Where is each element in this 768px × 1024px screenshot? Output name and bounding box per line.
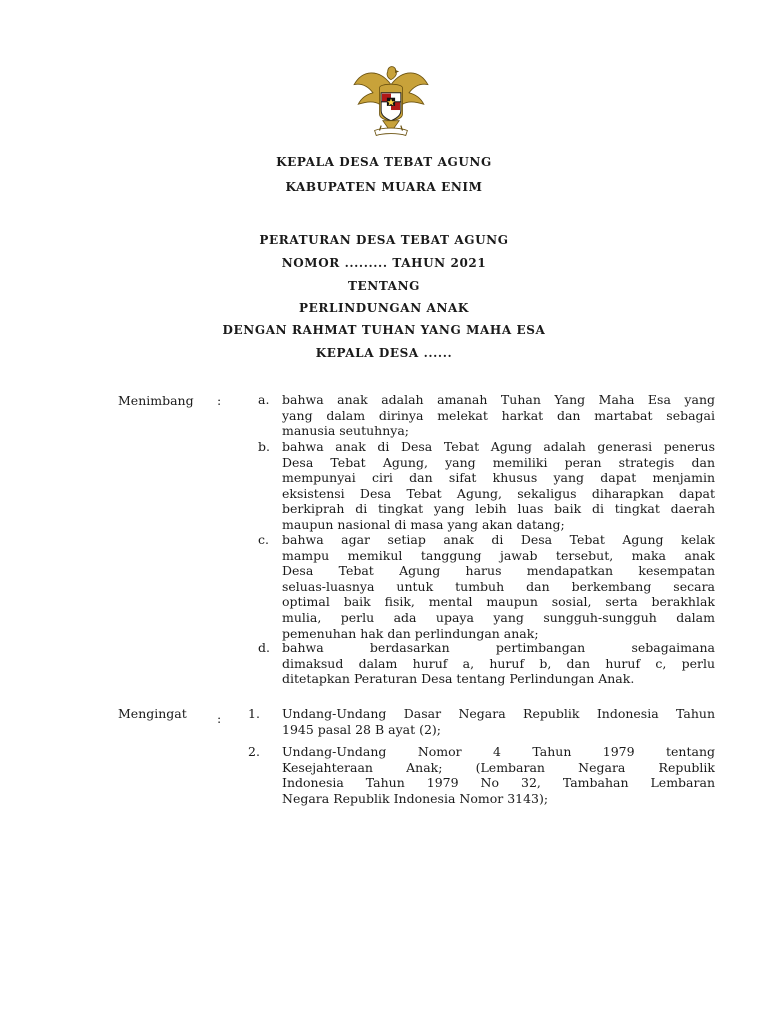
item-marker: 2. [248, 744, 260, 759]
regency-name: KABUPATEN MUARA ENIM [285, 180, 483, 194]
item-line: Indonesia Tahun 1979 No 32, Tambahan Lembaran [282, 775, 715, 791]
item-line: ditetapkan Peraturan Desa tentang Perlindungan Anak. [282, 671, 635, 687]
item-line: Desa Tebat Agung harus mendapatkan kesempatan [282, 563, 715, 579]
item-marker: d. [258, 640, 270, 655]
item-text [282, 706, 715, 737]
item-line: berkiprah di tingkat yang lebih luas baik di tingkat daerah [282, 501, 715, 517]
item-text [282, 532, 715, 641]
garuda-emblem-icon [350, 60, 432, 142]
item-line: dimaksud dalam huruf a, huruf b, dan huruf c, perlu [282, 655, 715, 671]
item-line: Kesejahteraan Anak; (Lembaran Negara Republik [282, 759, 715, 775]
mengingat-colon: : [217, 711, 222, 726]
item-text [282, 744, 715, 806]
invocation: DENGAN RAHMAT TUHAN YANG MAHA ESA [222, 323, 546, 337]
item-text [282, 439, 715, 533]
mengingat-label: Mengingat [118, 706, 187, 721]
item-marker: a. [258, 392, 270, 407]
signatory-title: KEPALA DESA ...... [315, 346, 453, 360]
regulation-title: PERATURAN DESA TEBAT AGUNG [259, 233, 509, 247]
item-line: maupun nasional di masa yang akan datang; [282, 516, 565, 532]
item-marker: b. [258, 439, 270, 454]
item-marker: c. [258, 532, 269, 547]
item-line: pemenuhan hak dan perlindungan anak; [282, 625, 539, 641]
item-line: optimal baik fisik, mental maupun sosial, serta berakhlak [282, 594, 715, 610]
emblem-graphic [350, 60, 432, 142]
item-line: bahwa anak di Desa Tebat Agung adalah generasi penerus [282, 439, 715, 454]
item-line: Undang-Undang Nomor 4 Tahun 1979 tentang [282, 744, 715, 759]
item-line: eksistensi Desa Tebat Agung, sekaligus diharapkan dapat [282, 485, 715, 501]
item-text [282, 392, 715, 439]
regulation-about: TENTANG [347, 279, 421, 293]
item-line: yang dalam dirinya melekat harkat dan martabat sebagai [282, 407, 715, 423]
item-marker: 1. [248, 706, 260, 721]
item-line: bahwa anak adalah amanah Tuhan Yang Maha Esa yang [282, 392, 715, 407]
item-line: mempunyai ciri dan sifat khusus yang dapat menjamin [282, 470, 715, 486]
office-name: KEPALA DESA TEBAT AGUNG [276, 155, 492, 169]
item-line: mulia, perlu ada upaya yang sungguh-sungguh dalam [282, 609, 715, 625]
regulation-number: NOMOR ......... TAHUN 2021 [281, 256, 487, 270]
regulation-subject: PERLINDUNGAN ANAK [299, 301, 469, 315]
item-line: Negara Republik Indonesia Nomor 3143); [282, 790, 549, 806]
item-text [282, 640, 715, 687]
item-line: seluas-luasnya untuk tumbuh dan berkembang secara [282, 578, 715, 594]
item-line: bahwa berdasarkan pertimbangan sebagaimana [282, 640, 715, 655]
item-line: bahwa agar setiap anak di Desa Tebat Agung kelak [282, 532, 715, 547]
menimbang-label: Menimbang [118, 393, 194, 408]
item-line: mampu memikul tanggung jawab tersebut, maka anak [282, 547, 715, 563]
item-line: 1945 pasal 28 B ayat (2); [282, 721, 441, 737]
item-line: Desa Tebat Agung, yang memiliki peran strategis dan [282, 454, 715, 470]
item-line: Undang-Undang Dasar Negara Republik Indonesia Tahun [282, 706, 715, 721]
menimbang-colon: : [217, 393, 222, 408]
item-line: manusia seutuhnya; [282, 423, 410, 439]
